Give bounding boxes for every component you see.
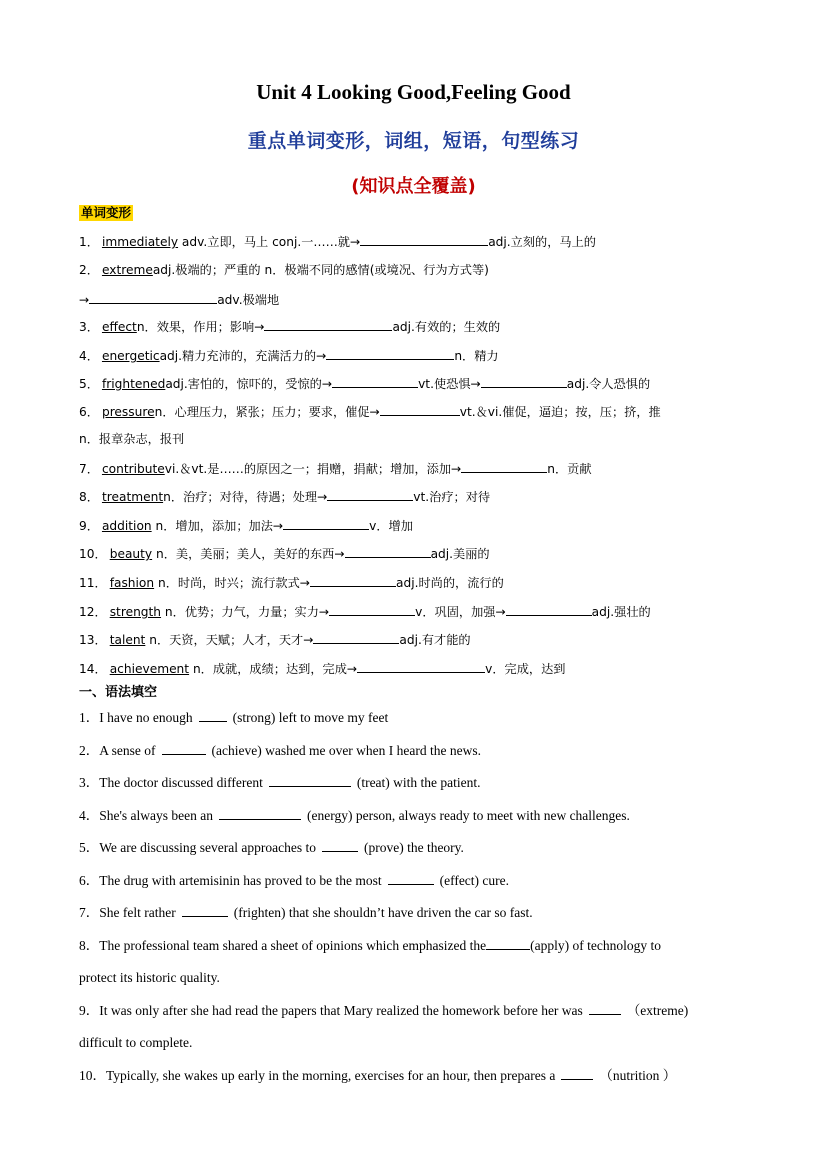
answer-blank[interactable] (182, 904, 228, 917)
definition: n．治疗；对待，待遇；处理→ (163, 490, 328, 504)
question-text: difficult to complete. (79, 1035, 193, 1050)
answer-blank[interactable] (561, 1067, 593, 1080)
vocab-item (79, 488, 759, 505)
answer-blank[interactable] (380, 403, 460, 416)
vocab-item (79, 460, 759, 477)
vocab-item (79, 375, 759, 392)
definition: adv.极端地 (217, 293, 280, 307)
item-number: 4． (79, 349, 99, 363)
question-text: (apply) of technology to (530, 938, 661, 953)
question-item (79, 742, 759, 759)
question-text: 7．She felt rather (79, 905, 176, 920)
definition: adj.立刻的，马上的 (488, 235, 596, 249)
definition: adj.有才能的 (399, 633, 471, 647)
question-item (79, 709, 759, 726)
headword: pressure (101, 405, 155, 419)
item-number: 12． (79, 605, 107, 619)
item-number: 8． (79, 490, 99, 504)
headword: treatment (101, 490, 164, 504)
headword: beauty (109, 547, 153, 561)
vocab-item (79, 545, 759, 562)
headword: extreme (101, 263, 153, 277)
definition: adj.精力充沛的，充满活力的→ (159, 349, 327, 363)
item-number: 14． (79, 662, 107, 676)
vocab-item (79, 318, 759, 335)
headword: strength (109, 605, 162, 619)
definition: n．增加，添加；加法→ (151, 519, 284, 533)
item-number: 7． (79, 462, 99, 476)
headword: effect (101, 320, 137, 334)
question-text: 9．It was only after she had read the papers that Mary realized the homework before her was (79, 1003, 583, 1018)
answer-blank[interactable] (310, 574, 396, 587)
definition: v．增加 (369, 519, 413, 533)
vocab-item (79, 603, 759, 620)
section-heading-word-forms: 单词变形 (81, 205, 132, 220)
page-title: Unit 4 Looking Good,Feeling Good (256, 80, 571, 104)
headword: achievement (109, 662, 190, 676)
question-item (79, 1067, 759, 1084)
question-text: 4．She's always been an (79, 808, 214, 823)
definition: adj.极端的；严重的 n．极端不同的感情(或境况、行为方式等) (152, 263, 489, 277)
item-number: 1． (79, 235, 99, 249)
vocab-item (79, 517, 759, 534)
item-number: 6． (79, 405, 99, 419)
question-item (79, 774, 759, 791)
definition: → (79, 293, 90, 307)
definition: n．精力 (454, 349, 499, 363)
question-text: 5．We are discussing several approaches to (79, 840, 316, 855)
answer-blank[interactable] (332, 375, 418, 388)
question-item (79, 872, 759, 889)
question-text: (strong) left to move my feet (232, 710, 389, 725)
vocab-item (79, 291, 759, 308)
definition: n．美，美丽；美人，美好的东西→ (152, 547, 345, 561)
question-item (79, 904, 759, 921)
definition: vt.使恐惧→ (418, 377, 481, 391)
answer-blank[interactable] (486, 937, 530, 950)
definition: v．巩固，加强→ (415, 605, 506, 619)
question-item (79, 807, 759, 824)
question-text: 10．Typically, she wakes up early in the morning, exercises for an hour, then prepares a (79, 1068, 556, 1083)
page-subtitle: 重点单词变形，词组，短语，句型练习 (247, 130, 580, 152)
definition: adj.强壮的 (591, 605, 651, 619)
answer-blank[interactable] (199, 709, 227, 722)
question-text: (treat) with the patient. (356, 775, 481, 790)
answer-blank[interactable] (326, 347, 454, 360)
item-number: 10． (79, 547, 107, 561)
question-text: （nutrition ） (599, 1068, 677, 1083)
definition: n．贡献 (547, 462, 592, 476)
vocab-item (79, 660, 759, 677)
definition: n．成就，成绩；达到，完成→ (189, 662, 358, 676)
definition: vi.＆vt.是……的原因之一；捐赠，捐献；增加，添加→ (164, 462, 462, 476)
headword: frightened (101, 377, 166, 391)
vocab-item (79, 233, 759, 250)
definition: adv.立即，马上 conj.一……就→ (178, 235, 361, 249)
question-item (79, 1002, 759, 1019)
question-text: 2．A sense of (79, 743, 156, 758)
question-text: 6．The drug with artemisinin has proved to be the most (79, 873, 382, 888)
question-text: 3．The doctor discussed different (79, 775, 263, 790)
item-number: 5． (79, 377, 99, 391)
answer-blank[interactable] (329, 603, 415, 616)
question-item (79, 969, 759, 986)
answer-blank[interactable] (481, 375, 567, 388)
answer-blank[interactable] (461, 460, 547, 473)
headword: energetic (101, 349, 160, 363)
answer-blank[interactable] (345, 545, 431, 558)
item-number: 2． (79, 263, 99, 277)
question-text: 8．The professional team shared a sheet of opinions which emphasized the (79, 938, 487, 953)
question-text: (frighten) that she shouldn’t have driven the car so fast. (233, 905, 533, 920)
definition: n．优势；力气，力量；实力→ (161, 605, 330, 619)
question-text: （extreme) (626, 1003, 689, 1018)
definition: adj.美丽的 (430, 547, 490, 561)
coverage-note: (知识点全覆盖) (351, 176, 476, 197)
answer-blank[interactable] (357, 660, 485, 673)
vocab-item (79, 262, 759, 278)
definition: adj.令人恐惧的 (566, 377, 651, 391)
answer-blank[interactable] (327, 488, 413, 501)
definition: n．报章杂志，报刊 (79, 432, 185, 446)
answer-blank[interactable] (269, 774, 351, 787)
answer-blank[interactable] (506, 603, 592, 616)
item-number: 9． (79, 519, 99, 533)
answer-blank[interactable] (283, 517, 369, 530)
question-text: protect its historic quality. (79, 970, 220, 985)
answer-blank[interactable] (388, 872, 434, 885)
definition: vt.＆vi.催促，逼迫；按，压；挤，推 (459, 405, 661, 419)
answer-blank[interactable] (313, 631, 399, 644)
question-text: (achieve) washed me over when I heard the news. (211, 743, 482, 758)
definition: adj.有效的；生效的 (392, 320, 501, 334)
definition: adj.时尚的，流行的 (395, 576, 504, 590)
headword: talent (109, 633, 146, 647)
question-text: (energy) person, always ready to meet with new challenges. (307, 808, 630, 823)
definition: n．时尚，时兴；流行款式→ (154, 576, 310, 590)
question-text: (effect) cure. (439, 873, 510, 888)
question-item (79, 839, 759, 856)
question-text: 1．I have no enough (79, 710, 193, 725)
answer-blank[interactable] (162, 742, 206, 755)
vocab-item (79, 347, 759, 364)
vocab-item (79, 631, 759, 648)
answer-blank[interactable] (322, 839, 358, 852)
definition: n．天资，天赋；人才，天才→ (145, 633, 314, 647)
answer-blank[interactable] (89, 291, 217, 304)
item-number: 11． (79, 576, 107, 590)
definition: vt.治疗；对待 (413, 490, 491, 504)
vocab-item (79, 403, 759, 420)
answer-blank[interactable] (219, 807, 301, 820)
definition: v．完成，达到 (485, 662, 566, 676)
headword: immediately (101, 235, 179, 249)
vocab-item (79, 574, 759, 591)
item-number: 3． (79, 320, 99, 334)
definition: n．效果，作用；影响→ (136, 320, 265, 334)
headword: addition (101, 519, 152, 533)
question-item (79, 937, 759, 954)
headword: fashion (109, 576, 155, 590)
definition: n．心理压力，紧张；压力；要求，催促→ (154, 405, 380, 419)
vocab-item (79, 431, 759, 447)
answer-blank[interactable] (264, 318, 392, 331)
answer-blank[interactable] (360, 233, 488, 246)
headword: contribute (101, 462, 165, 476)
answer-blank[interactable] (589, 1002, 621, 1015)
question-text: (prove) the theory. (363, 840, 464, 855)
definition: adj.害怕的，惊吓的，受惊的→ (165, 377, 333, 391)
section-heading-grammar: 一、语法填空 (79, 685, 158, 700)
item-number: 13． (79, 633, 107, 647)
question-item (79, 1034, 759, 1051)
